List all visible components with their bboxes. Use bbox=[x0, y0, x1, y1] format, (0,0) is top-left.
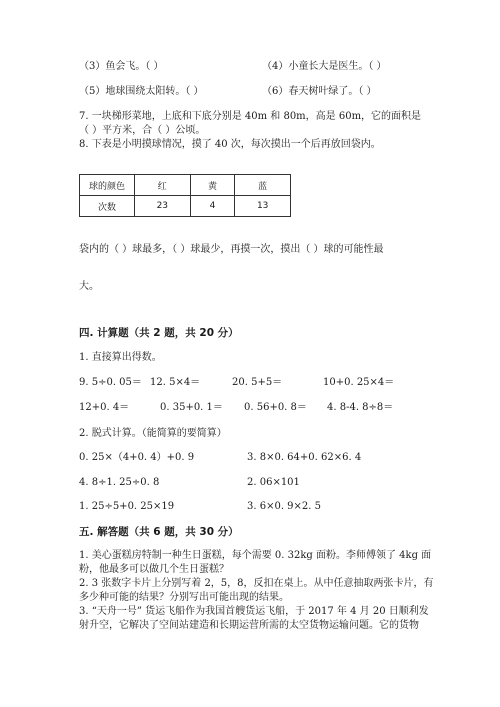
word-problem-2-line-2: 多少种可能的结果？分别写出可能出现的结果。 bbox=[79, 592, 289, 603]
judge-item-5: （5）地球围绕太阳转。（ ） bbox=[79, 86, 204, 97]
table-header-cell: 黄 bbox=[190, 175, 235, 196]
word-problem-2-line-1: 2. 3 张数字卡片上分别写着 2，5，8，反扣在桌上。从中任意抽取两张卡片，有 bbox=[79, 578, 434, 589]
oral-calc-item: 0. 35+0. 1＝ bbox=[160, 402, 223, 413]
oral-calc-item: 0. 56+0. 8＝ bbox=[244, 402, 307, 413]
word-problem-3-line-1: 3. “天舟一号” 货运飞船作为我国首艘货运飞船，于 2017 年 4 月 20 日顺利发 bbox=[79, 606, 429, 617]
question-8: 8. 下表是小明摸球情况，摸了 40 次，每次摸出一个后再放回袋内。 bbox=[79, 139, 381, 150]
judge-item-4: （4）小童长大是医生。（ ） bbox=[262, 61, 387, 72]
word-problem-1-line-2: 粉，他最多可以做几个生日蛋糕？ bbox=[79, 564, 229, 575]
section-5-title: 五. 解答题（共 6 题，共 30 分） bbox=[79, 526, 239, 538]
question-7-line-2: （ ）平方米，合（ ）公顷。 bbox=[79, 125, 206, 136]
table-header-cell: 红 bbox=[135, 175, 191, 196]
oral-calc-item: 12. 5×4＝ bbox=[150, 377, 201, 388]
question-8-blank-line-1: 袋内的（ ）球最多，（ ）球最少，再摸一次，摸出（ ）球的可能性最 bbox=[79, 244, 384, 255]
table-cell: 23 bbox=[135, 196, 191, 217]
table-row bbox=[80, 196, 291, 217]
step-calc-item: 4. 8÷1. 25÷0. 8 bbox=[79, 477, 160, 488]
question-8-blank-line-2: 大。 bbox=[79, 281, 99, 292]
judge-item-3: （3）鱼会飞。（ ） bbox=[79, 61, 164, 72]
table-cell: 13 bbox=[235, 196, 291, 217]
table-cell: 次数 bbox=[80, 196, 135, 217]
table-header-cell: 球的颜色 bbox=[80, 175, 135, 196]
question-7-line-1: 7. 一块梯形菜地，上底和下底分别是 40m 和 80m，高是 60m，它的面积是 bbox=[79, 111, 422, 122]
table-row bbox=[80, 175, 291, 196]
step-calc-item: 2. 06×101 bbox=[247, 477, 300, 488]
table-header-cell: 蓝 bbox=[235, 175, 291, 196]
ball-count-table bbox=[79, 174, 291, 217]
oral-calc-item: 4. 8-4. 8÷8＝ bbox=[327, 402, 394, 413]
word-problem-3-line-2: 射升空，它解决了空间站建造和长期运营所需的太空货物运输问题。它的货物 bbox=[79, 620, 419, 631]
word-problem-1-line-1: 1. 美心蛋糕房特制一种生日蛋糕，每个需要 0. 32kg 面粉。李师傅领了 4kg 面 bbox=[79, 550, 432, 561]
section-4-question-2: 2. 脱式计算。（能简算的要简算） bbox=[79, 428, 227, 439]
step-calc-item: 3. 6×0. 9×2. 5 bbox=[247, 501, 322, 512]
step-calc-item: 1. 25÷5+0. 25×19 bbox=[79, 501, 175, 512]
table-cell: 4 bbox=[190, 196, 235, 217]
step-calc-item: 0. 25×（4+0. 4）+0. 9 bbox=[79, 452, 195, 463]
step-calc-item: 3. 8×0. 64+0. 62×6. 4 bbox=[247, 452, 362, 463]
oral-calc-item: 10+0. 25×4＝ bbox=[323, 377, 395, 388]
oral-calc-item: 9. 5÷0. 05＝ bbox=[79, 377, 142, 388]
section-4-title: 四. 计算题（共 2 题，共 20 分） bbox=[79, 327, 239, 339]
judge-item-6: （6）春天树叶绿了。（ ） bbox=[262, 86, 377, 97]
oral-calc-item: 12+0. 4＝ bbox=[79, 402, 130, 413]
section-4-question-1: 1. 直接算出得数。 bbox=[79, 352, 162, 363]
oral-calc-item: 20. 5+5＝ bbox=[232, 377, 283, 388]
